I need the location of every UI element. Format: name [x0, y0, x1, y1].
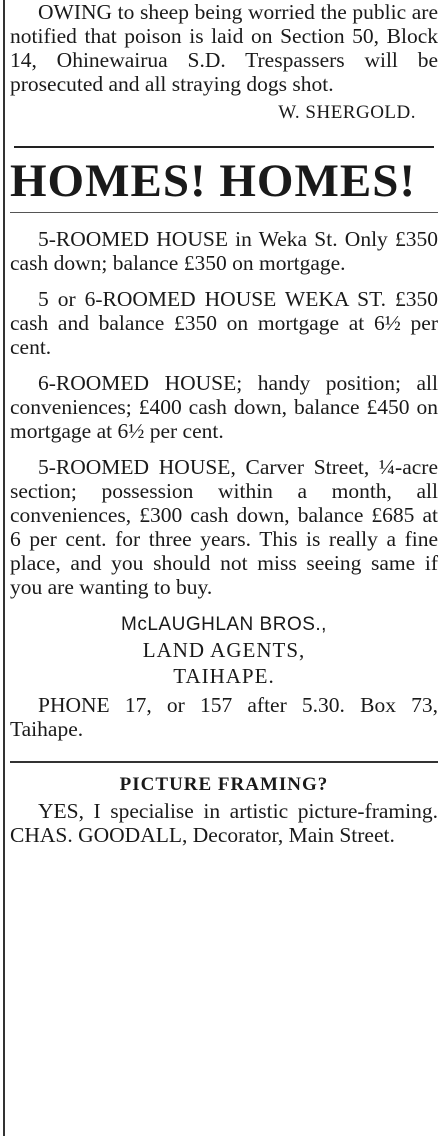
agent-town: TAIHAPE. — [173, 664, 275, 688]
agent-name: McLAUGHLAN BROS., — [121, 614, 327, 635]
section-divider — [10, 761, 438, 763]
agent-contact: PHONE 17, or 157 after 5.30. Box 73, Taihape. — [10, 693, 438, 741]
notice-text: OWING to sheep being worried the public are notified that poison is laid on Section 50, Block 14, Ohinewairua S.D. Trespassers will be prosecuted and all straying dogs shot. — [10, 0, 438, 96]
column-rule — [3, 0, 5, 1136]
homes-advert — [10, 154, 438, 741]
listing: 6-ROOMED HOUSE; handy position; all conveniences; £400 cash down, balance £450 on mortgage at 6½ per cent. — [10, 371, 438, 443]
listing: 5-ROOMED HOUSE in Weka St. Only £350 cash down; balance £350 on mortgage. — [10, 227, 438, 275]
framing-title: PICTURE FRAMING? — [119, 774, 329, 795]
section-divider — [14, 146, 434, 148]
framing-text: YES, I specialise in artistic picture-framing. CHAS. GOODALL, Decorator, Main Street. — [10, 799, 438, 847]
notice-signature: W. SHERGOLD. — [278, 102, 416, 123]
homes-headline: HOMES! HOMES! — [10, 155, 416, 207]
agent-role: LAND AGENTS, — [142, 638, 306, 662]
listing: 5 or 6-ROOMED HOUSE WEKA ST. £350 cash and balance £350 on mortgage at 6½ per cent. — [10, 287, 438, 359]
listing: 5-ROOMED HOUSE, Carver Street, ¼-acre section; possession within a month, all conveniences, £300 cash down, balance £685 at 6 per cent. for three years. This is really a fine place, and you should not miss seeing same if you are wanting to buy. — [10, 455, 438, 599]
framing-advert — [10, 773, 438, 847]
newspaper-column — [10, 0, 438, 847]
sheep-notice — [10, 0, 438, 124]
headline-underline — [10, 212, 438, 213]
